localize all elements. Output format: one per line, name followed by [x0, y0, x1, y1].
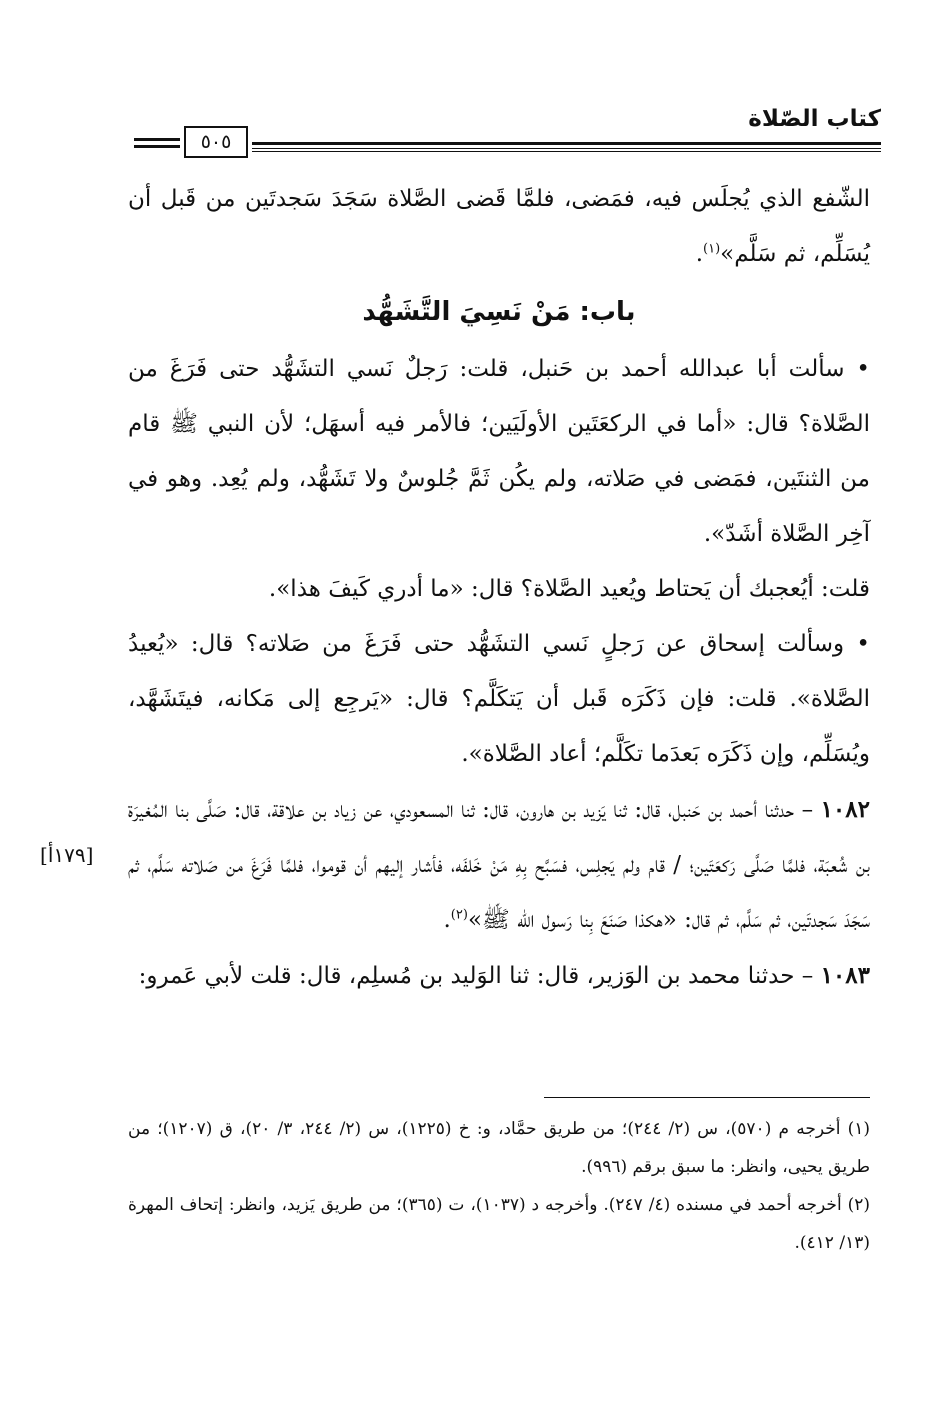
header-rule [252, 151, 881, 152]
paragraph-text: . [695, 241, 703, 267]
header-rule [252, 148, 881, 149]
page-header [134, 104, 881, 160]
paragraph-text: – حدثنا أحمد بن حَنبل، قال: ثنا يَزيد بن هارون، قال: ثنا المسعودي، عن زياد بن علاقة، قال: صَلَّى بنا المُغيرَة بن شُعبَة، فلمَّا صَلَّى رَكعَتَين؛ / قام ولم يَجلِس، فسَبَّح بِهِ مَنْ خَلفَه، فأشار إليهم أن قوموا، فلمَّا فَرَغَ من صَلاته سَلَّم، ثم سَجَدَ سَجدتَين، ثم سَلَّم، ثم قال: «هكذا صَنَعَ بِنا رَسول الله ﷺ» [128, 797, 870, 933]
running-title: كتاب الصّلاة [748, 106, 881, 132]
header-rule [252, 142, 881, 145]
footnote: (١) أخرجه م (٥٧٠)، س (٢/ ٢٤٤)؛ من طريق حمَّاد، و: خ (١٢٢٥)، س (٢/ ٢٤٤، ٣/ ٢٠)، ق (١٢٠٧)؛ من طريق يحيى، وانظر: ما سبق برقم (٩٩٦). [128, 1119, 871, 1177]
chapter-title: باب: مَنْ نَسِيَ التَّشَهُّد [362, 297, 636, 327]
paragraph: • سألت أبا عبدالله أحمد بن حَنبل، قلت: رَجلٌ نَسي التشَهُّد حتى فَرَغَ من الصَّلاة؟ قال: «أما في الركعَتَين الأولَيَين؛ فالأمر فيه أسهَل؛ لأن النبي ﷺ قام من الثنتَين، فمَضى في صَلاته، ولم يكُن ثَمَّ جُلوسٌ ولا تَشَهُّد، ولم يُعِد. وهو في آخِر الصَّلاة أشَدّ». [128, 356, 870, 547]
footnote: (٢) أخرجه أحمد في مسنده (٤/ ٢٤٧). وأخرجه د (١٠٣٧)، ت (٣٦٥)؛ من طريق يَزيد، وانظر: إتحاف المهرة (١٣/ ٤١٢). [128, 1195, 870, 1253]
hadith-paragraph [128, 948, 870, 1004]
header-ornament [134, 145, 180, 148]
hadith-paragraph [128, 782, 870, 948]
footnote-ref[interactable]: (٢) [450, 907, 468, 923]
main-text [128, 172, 870, 1004]
hadith-number: ١٠٨٣ [820, 962, 870, 989]
paragraph: • وسألت إسحاق عن رَجلٍ نَسي التشَهُّد حتى فَرَغَ من صَلاته؟ قال: «يُعيدُ الصَّلاة». قلت: فإن ذَكَرَه قَبل أن يَتكَلَّم؟ قال: «يَرجِع إلى مَكانه، فيتَشَهَّد، ويُسَلِّم، وإن ذَكَرَه بَعدَما تكَلَّم؛ أعاد الصَّلاة». [128, 631, 870, 767]
header-ornament [134, 138, 180, 141]
paragraph-text: – حدثنا محمد بن الوَزير، قال: ثنا الوَليد بن مُسلِم، قال: قلت لأبي عَمرو: [138, 963, 821, 989]
footnotes [128, 1110, 870, 1262]
paragraph [128, 172, 870, 282]
paragraph-text: . [443, 907, 451, 933]
paragraph-text: الشّفع الذي يُجلَس فيه، فمَضى، فلمَّا قَضى الصَّلاة سَجَدَ سَجدتَين من قَبل أن يُسَلِّم، ثم سَلَّم» [128, 186, 870, 267]
hadith-number: ١٠٨٢ [820, 796, 870, 823]
footnote-separator [544, 1097, 870, 1098]
paragraph: قلت: أيُعجبك أن يَحتاط ويُعيد الصَّلاة؟ قال: «ما أدري كَيفَ هذا». [268, 576, 870, 602]
footnote-ref[interactable]: (١) [703, 241, 721, 257]
manuscript-folio-note: [١٧٩أ] [40, 843, 94, 867]
page-number: ٥٠٥ [184, 126, 248, 158]
